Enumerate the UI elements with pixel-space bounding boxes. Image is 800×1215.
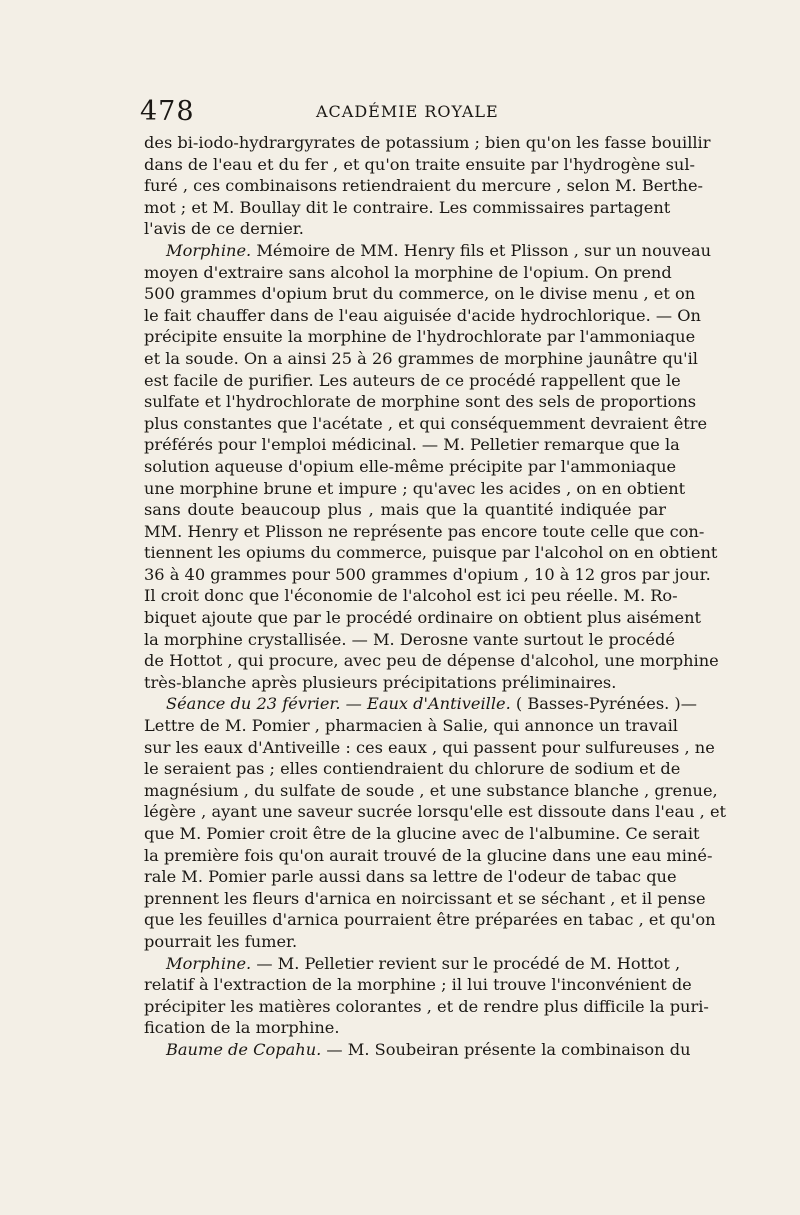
line-text: précipite ensuite la morphine de l'hydrochlorate par l'ammoniaque — [144, 327, 696, 347]
text-line — [144, 564, 711, 586]
line-text: sur les eaux d'Antiveille : ces eaux , qui passent pour sulfureuses , ne — [144, 737, 715, 757]
italic-heading: Morphine. — [166, 240, 252, 260]
text-line — [144, 1039, 691, 1061]
line-text: légère , ayant une saveur sucrée lorsqu'elle est dissoute dans l'eau , et — [144, 802, 727, 822]
text-line — [144, 154, 695, 176]
line-text: que M. Pomier croit être de la glucine avec de l'albumine. Ce serait — [144, 824, 700, 843]
line-text: solution aqueuse d'opium elle-même précipite par l'ammoniaque — [144, 456, 677, 476]
text-line — [144, 996, 709, 1018]
text-line — [144, 478, 686, 500]
line-text: le fait chauffer dans de l'eau aiguisée d'acide hydrochlorique. — On — [144, 305, 701, 325]
line-text: relatif à l'extraction de la morphine ; il lui trouve l'inconvénient de — [144, 975, 692, 995]
text-line — [144, 499, 666, 521]
line-text: moyen d'extraire sans alcohol la morphine de l'opium. On prend — [144, 262, 672, 282]
line-text: tiennent les opiums du commerce, puisque par l'alcohol on en obtient — [144, 543, 718, 563]
text-line — [144, 413, 708, 435]
page-number: 478 — [140, 96, 195, 127]
line-text: l'avis de ce dernier. — [144, 219, 304, 239]
italic-heading: Baume de Copahu. — [166, 1039, 322, 1059]
line-text: la première fois qu'on aurait trouvé de la glucine dans une eau miné- — [144, 845, 713, 865]
text-line — [144, 931, 666, 953]
text-line — [144, 974, 692, 996]
text-line — [144, 348, 698, 370]
line-text: de Hottot , qui procure, avec peu de dépense d'alcohol, une morphine — [144, 651, 719, 671]
text-line — [144, 370, 681, 392]
text-line — [144, 326, 696, 348]
line-text: 500 grammes d'opium brut du commerce, on le divise menu , et on — [144, 284, 696, 304]
text-line — [144, 737, 715, 759]
line-text: ( Basses-Pyrénées. )— — [510, 694, 697, 714]
text-line — [144, 542, 718, 564]
line-text: le seraient pas ; elles contiendraient du chlorure de sodium et de — [144, 759, 681, 779]
text-line — [144, 672, 666, 694]
text-line — [144, 456, 677, 478]
running-title: ACADÉMIE ROYALE — [316, 102, 499, 121]
line-text: mot ; et M. Boullay dit le contraire. Les commissaires partagent — [144, 197, 671, 217]
text-line — [144, 650, 719, 672]
line-text: sans doute beaucoup plus , mais que la quantité indiquée par — [144, 500, 666, 520]
line-text: 36 à 40 grammes pour 500 grammes d'opium , 10 à 12 gros par jour. — [144, 564, 711, 584]
line-text: prennent les fleurs d'arnica en noircissant et se séchant , et il pense — [144, 888, 706, 908]
text-line — [144, 305, 701, 327]
text-line — [144, 218, 666, 240]
text-line — [144, 262, 672, 284]
text-line — [144, 780, 718, 802]
line-text: pourrait les fumer. — [144, 931, 298, 951]
text-line — [144, 132, 711, 154]
line-text: Lettre de M. Pomier , pharmacien à Salie, qui annonce un travail — [144, 716, 678, 736]
text-line — [144, 240, 712, 262]
line-text: fication de la morphine. — [144, 1018, 340, 1038]
text-line — [144, 801, 727, 823]
line-text: très-blanche après plusieurs précipitations préliminaires. — [144, 672, 617, 692]
text-line — [144, 391, 697, 413]
text-line — [144, 629, 675, 651]
line-text: — M. Pelletier revient sur le procédé de M. Hottot , — [251, 953, 681, 973]
line-text: que les feuilles d'arnica pourraient être préparées en tabac , et qu'on — [144, 910, 716, 930]
italic-heading: Morphine. — [166, 953, 252, 973]
text-line — [144, 758, 681, 780]
text-line — [144, 283, 696, 305]
line-text: Mémoire de MM. Henry fils et Plisson , sur un nouveau — [251, 240, 712, 260]
line-text: sulfate et l'hydrochlorate de morphine sont des sels de proportions — [144, 392, 697, 412]
line-text: magnésium , du sulfate de soude , et une substance blanche , grenue, — [144, 780, 718, 800]
text-line — [144, 607, 702, 629]
line-text: des bi-iodo-hydrargyrates de potassium ; bien qu'on les fasse bouillir — [144, 133, 711, 152]
text-line — [144, 845, 713, 867]
text-line — [144, 521, 705, 543]
text-line — [144, 1017, 666, 1039]
text-line — [144, 715, 678, 737]
line-text: rale M. Pomier parle aussi dans sa lettre de l'odeur de tabac que — [144, 867, 677, 887]
line-text: est facile de purifier. Les auteurs de ce procédé rappellent que le — [144, 370, 681, 390]
text-line — [144, 888, 706, 910]
text-line — [144, 823, 700, 845]
body-text — [144, 132, 727, 1061]
line-text: la morphine crystallisée. — M. Derosne vante surtout le procédé — [144, 629, 675, 649]
text-line — [144, 585, 678, 607]
line-text: une morphine brune et impure ; qu'avec les acides , on en obtient — [144, 478, 686, 498]
line-text: dans de l'eau et du fer , et qu'on traite ensuite par l'hydrogène sul- — [144, 154, 695, 174]
text-line — [144, 197, 671, 219]
italic-heading: Séance du 23 février. — Eaux d'Antiveille. — [166, 694, 511, 714]
line-text: furé , ces combinaisons retiendraient du mercure , selon M. Berthe- — [144, 176, 704, 196]
line-text: préférés pour l'emploi médicinal. — M. Pelletier remarque que la — [144, 435, 680, 455]
text-line — [144, 693, 697, 715]
line-text: — M. Soubeiran présente la combinaison du — [321, 1039, 691, 1059]
line-text: précipiter les matières colorantes , et de rendre plus difficile la puri- — [144, 996, 709, 1016]
text-line — [144, 434, 680, 456]
text-line — [144, 953, 681, 975]
line-text: Il croit donc que l'économie de l'alcohol est ici peu réelle. M. Ro- — [144, 586, 678, 606]
line-text: biquet ajoute que par le procédé ordinaire on obtient plus aisément — [144, 608, 702, 628]
page-header — [140, 92, 666, 132]
text-line — [144, 909, 716, 931]
text-line — [144, 866, 677, 888]
line-text: et la soude. On a ainsi 25 à 26 grammes de morphine jaunâtre qu'il — [144, 348, 698, 368]
text-line — [144, 175, 704, 197]
line-text: MM. Henry et Plisson ne représente pas encore toute celle que con- — [144, 521, 705, 541]
line-text: plus constantes que l'acétate , et qui conséquemment devraient être — [144, 413, 708, 433]
